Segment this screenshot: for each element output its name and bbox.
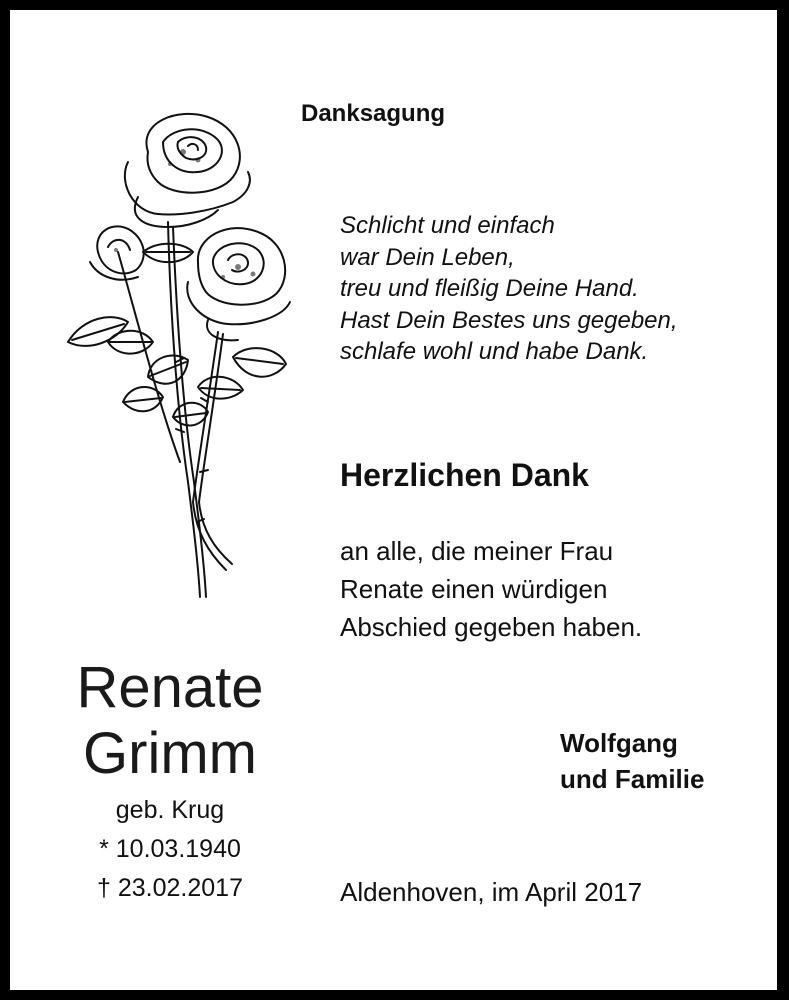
poem-line: war Dein Leben, <box>340 243 515 271</box>
deceased-block <box>50 655 290 908</box>
thanks-heading: Herzlichen Dank <box>340 457 589 493</box>
poem-line: schlafe wohl und habe Dank. <box>340 338 649 365</box>
signature-line: Wolfgang <box>560 728 678 758</box>
poem-line: Hast Dein Bestes uns gegeben, <box>340 306 678 334</box>
thanks-text <box>340 532 642 646</box>
poem-line: treu und fleißig Deine Hand. <box>340 275 639 302</box>
poem-line: Schlicht und einfach <box>340 212 555 239</box>
signature <box>560 725 704 797</box>
page-title: Danksagung <box>301 100 446 127</box>
poem <box>340 210 678 368</box>
thanks-line: an alle, die meiner Frau <box>340 536 614 566</box>
death-date: † 23.02.2017 <box>97 874 243 902</box>
signature-line: und Familie <box>560 764 705 794</box>
first-name: Renate <box>76 655 264 720</box>
place-date: Aldenhoven, im April 2017 <box>340 877 643 907</box>
birth-date: * 10.03.1940 <box>99 835 241 863</box>
obituary-card <box>10 10 777 990</box>
thanks-line: Abschied gegeben haben. <box>340 612 643 642</box>
maiden-name: geb. Krug <box>115 796 225 824</box>
thanks-line: Renate einen würdigen <box>340 574 608 604</box>
rose-icon <box>58 102 303 602</box>
last-name: Grimm <box>83 721 257 786</box>
